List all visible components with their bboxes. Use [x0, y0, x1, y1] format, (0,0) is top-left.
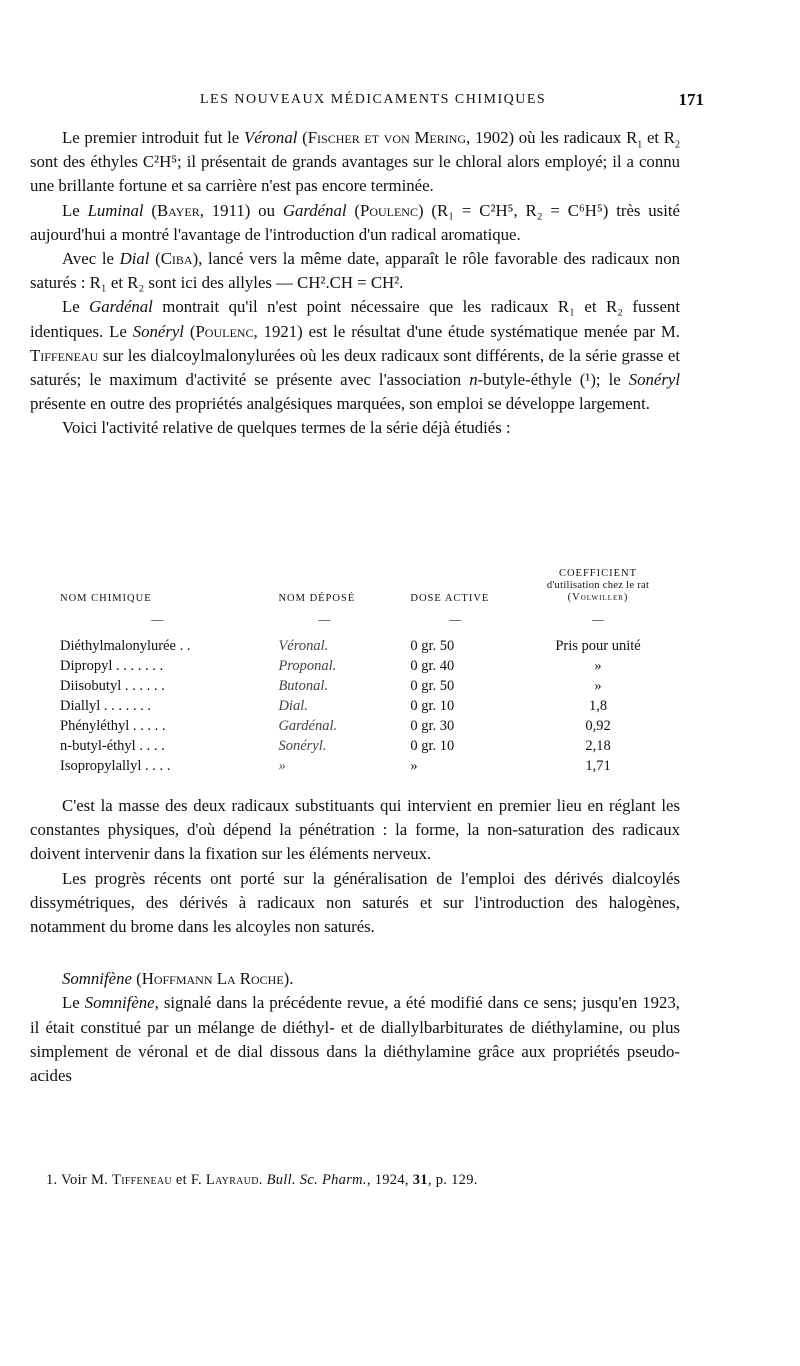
section-heading: Somnifène (Hoffmann La Roche). — [62, 969, 294, 989]
author-name: Tiffeneau — [30, 345, 99, 365]
drug-name: Gardénal — [89, 297, 153, 317]
table-row: Phényléthyl . . . . . Gardénal. 0 gr. 30 0,92 — [60, 717, 611, 734]
running-title: LES NOUVEAUX MÉDICAMENTS CHIMIQUES — [200, 92, 547, 107]
table-header-row — [60, 568, 680, 610]
paragraph-luminal: Le Luminal (Bayer, 1911) ou Gardénal (Poulenc) (R₁ = C²H⁵, R₂ = C⁶H⁵) très usité aujourd'hui a montré l'avantage de l'introduction d'un radical aromatique. — [30, 200, 680, 244]
body-text-lower — [30, 794, 680, 1088]
table-row: Diallyl . . . . . . . Dial. 0 gr. 10 1,8 — [60, 697, 608, 714]
company-name: Poulenc — [195, 321, 254, 341]
company-name: Ciba — [160, 249, 193, 269]
table-dash-row: — — — — — [151, 611, 605, 626]
barbiturate-table — [60, 568, 680, 776]
table-row: Isopropylallyl . . . . » » 1,71 — [60, 757, 611, 774]
drug-name: Dial — [119, 249, 150, 269]
table-row: Diéthylmalonylurée . . Véronal. 0 gr. 50 Pris pour unité — [60, 637, 641, 654]
company-name: Bayer — [156, 200, 200, 220]
paragraph-dial: Avec le Dial (Ciba), lancé vers la même date, apparaît le rôle favorable des radicaux non saturés : R₁ et R₂ sont ici des allyles — CH².CH = CH². — [30, 249, 680, 293]
company-name: Poulenc — [359, 200, 418, 220]
footnote: 1. Voir M. Tiffeneau et F. Layraud. Bull. Sc. Pharm., 1924, 31, p. 129. — [46, 1172, 478, 1188]
author-names: Fischer et von Mering — [307, 128, 467, 147]
paragraph-veronal: Le premier introduit fut le Véronal (Fischer et von Mering, 1902) où les radicaux $R_1$ et $R_2$ sont des éthyles C²H⁵; il présentait de grands avantages sur le chloral alors employé; il a connu une brillante fortune et sa carrière n'est pas encore terminée. — [30, 128, 680, 196]
drug-name: Sonéryl — [132, 321, 184, 341]
paragraph-masse: C'est la masse des deux radicaux substituants qui intervient en premier lieu en réglant les constantes physiques, d'où dépend la pénétration : la forme, la non-saturation des radicaux doivent intervenir dans la fixation sur les éléments nerveux. — [30, 796, 680, 864]
header-nom-depose: NOM DÉPOSÉ — [278, 593, 356, 604]
table-row: Dipropyl . . . . . . . Proponal. 0 gr. 40 » — [60, 657, 602, 674]
table-row: Diisobutyl . . . . . . Butonal. 0 gr. 50 » — [60, 677, 602, 694]
drug-name: Luminal — [87, 200, 144, 220]
page-number: 171 — [678, 90, 704, 109]
paragraph-progres: Les progrès récents ont porté sur la généralisation de l'emploi des dérivés dialcoylés dissymétriques, des dérivés à radicaux non saturés et sur l'introduction des halogènes, notamment du brome dans les alcoyles non saturés. — [30, 868, 680, 937]
header-coefficient: COEFFICIENT d'utilisation chez le rat (Volwiller) — [546, 568, 650, 603]
header-nom-chimique: NOM CHIMIQUE — [60, 593, 152, 604]
running-head — [60, 90, 704, 116]
drug-name: Véronal — [243, 128, 298, 147]
paragraph-soneryl: Le Gardénal montrait qu'il n'est point nécessaire que les radicaux R₁ et R₂ fussent identiques. Le Sonéryl (Poulenc, 1921) est le résultat d'une étude systématique menée par M. Tiffeneau sur les dialcoylmalonylurées où les deux radicaux sont différents, de la série grasse et saturés; le maximum d'activité se présente avec l'association n-butyle-éthyle (¹); le Sonéryl présente en outre des propriétés analgésiques marquées, son emploi se développe largement. — [30, 297, 680, 414]
body-text-upper — [30, 126, 680, 441]
drug-name: Gardénal — [282, 200, 347, 220]
drug-name: Sonéryl — [628, 370, 680, 390]
table-row: n-butyl-éthyl . . . . Sonéryl. 0 gr. 10 2,18 — [60, 737, 611, 754]
header-dose-active: DOSE ACTIVE — [410, 593, 490, 604]
paragraph-somnifene: Le Somnifène, signalé dans la précédente revue, a été modifié dans ce sens; jusqu'en 1923, il était constitué par un mélange de diéthyl- et de diallylbarbiturates de diéthylamine, ou plus simplement de véronal et de dial dissous dans la diéthylamine grâce aux propriétés pseudo-acides — [30, 993, 680, 1086]
paragraph-table-intro: Voici l'activité relative de quelques termes de la série déjà étudiés : — [62, 418, 511, 438]
